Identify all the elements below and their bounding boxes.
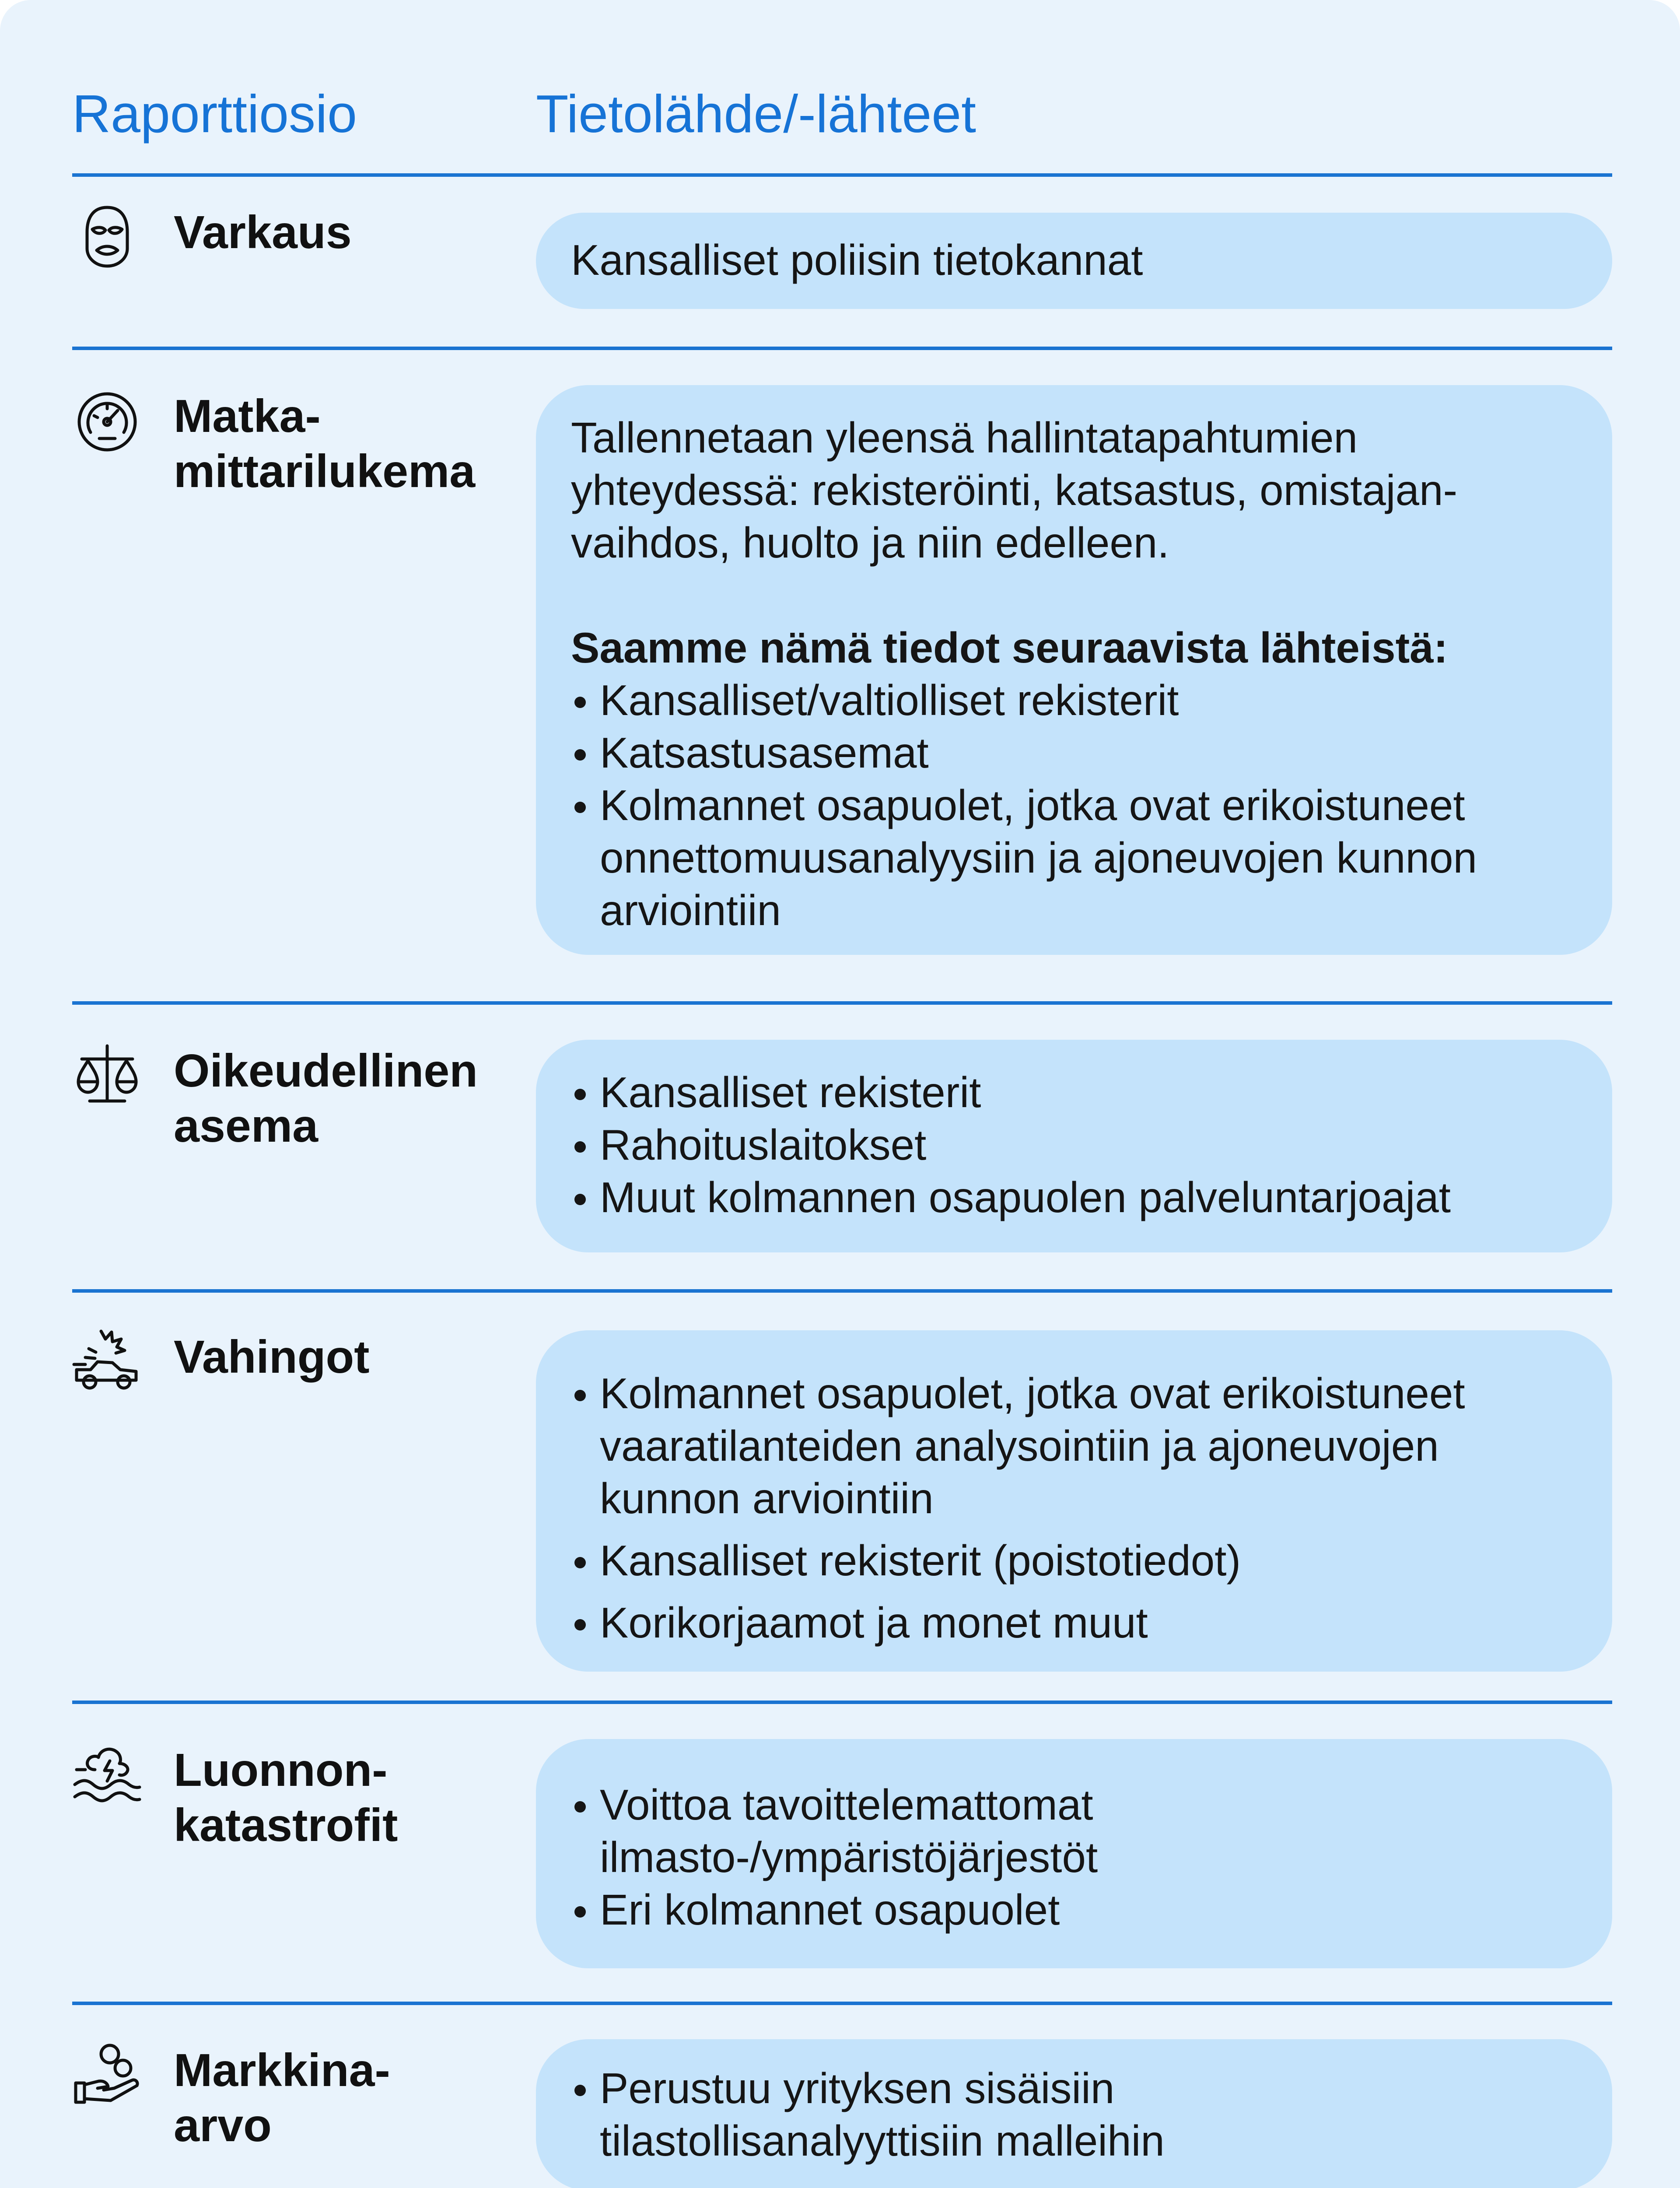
source-box <box>536 213 1612 309</box>
header-data-sources: Tietolähde/-lähteet <box>536 84 976 144</box>
list-item: Kolmannet osapuolet, jotka ovat erikoistuneet onnettomuusanalyysiin ja ajoneuvojen kunnon arviointiin <box>571 779 1577 936</box>
row-label: Luonnon- katastrofit <box>174 1744 398 1851</box>
source-box <box>536 385 1612 955</box>
source-text: vaihdos, huolto ja niin edelleen. <box>571 519 1169 567</box>
list-item: Perustuu yrityksen sisäisiin tilastollisanalyyttisiin malleihin <box>571 2062 1577 2167</box>
source-text: Kansalliset poliisin tietokannat <box>571 236 1143 284</box>
list-item: Kansalliset rekisterit <box>571 1066 1577 1119</box>
hand-coins-icon <box>72 2039 142 2109</box>
row-label: Varkaus <box>174 207 352 258</box>
source-text: Tallennetaan yleensä hallintatapahtumien <box>571 414 1358 462</box>
source-lead: Saamme nämä tiedot seuraavista lähteistä: <box>571 624 1448 672</box>
divider <box>72 1701 1612 1704</box>
list-item: Kolmannet osapuolet, jotka ovat erikoistuneet vaaratilanteiden analysointiin ja ajoneuvojen kunnon arviointiin <box>571 1367 1577 1525</box>
list-item: Rahoituslaitokset <box>571 1119 1577 1171</box>
list-item: Kansalliset rekisterit (poistotiedot) <box>571 1534 1577 1587</box>
divider <box>72 173 1612 177</box>
source-box <box>536 1040 1612 1252</box>
source-box <box>536 1739 1612 1968</box>
speedometer-icon <box>72 385 142 455</box>
list-item: Kansalliset/valtiolliset rekisterit <box>571 674 1577 726</box>
list-item: Voittoa tavoittelemattomat ilmasto-/ympäristöjärjestöt <box>571 1778 1577 1883</box>
divider <box>72 1289 1612 1293</box>
balaclava-icon <box>72 201 142 271</box>
divider <box>72 347 1612 350</box>
source-text: yhteydessä: rekisteröinti, katsastus, omistajan- <box>571 466 1458 514</box>
header-report-section: Raporttiosio <box>72 84 357 144</box>
divider <box>72 2002 1612 2005</box>
list-item: Muut kolmannen osapuolen palveluntarjoajat <box>571 1171 1577 1224</box>
list-item: Korikorjaamot ja monet muut <box>571 1596 1577 1649</box>
divider <box>72 1001 1612 1005</box>
scales-icon <box>72 1040 142 1110</box>
list-item: Eri kolmannet osapuolet <box>571 1883 1577 1936</box>
row-label: Markkina- arvo <box>174 2044 390 2151</box>
row-label: Vahingot <box>174 1331 370 1383</box>
row-label: Matka- mittarilukema <box>174 390 476 497</box>
row-label: Oikeudellinen asema <box>174 1045 478 1152</box>
list-item: Katsastusasemat <box>571 726 1577 779</box>
storm-flood-icon <box>72 1739 142 1809</box>
source-box <box>536 1330 1612 1672</box>
car-crash-icon <box>72 1326 142 1396</box>
source-box <box>536 2039 1612 2188</box>
table-header <box>72 85 1612 142</box>
